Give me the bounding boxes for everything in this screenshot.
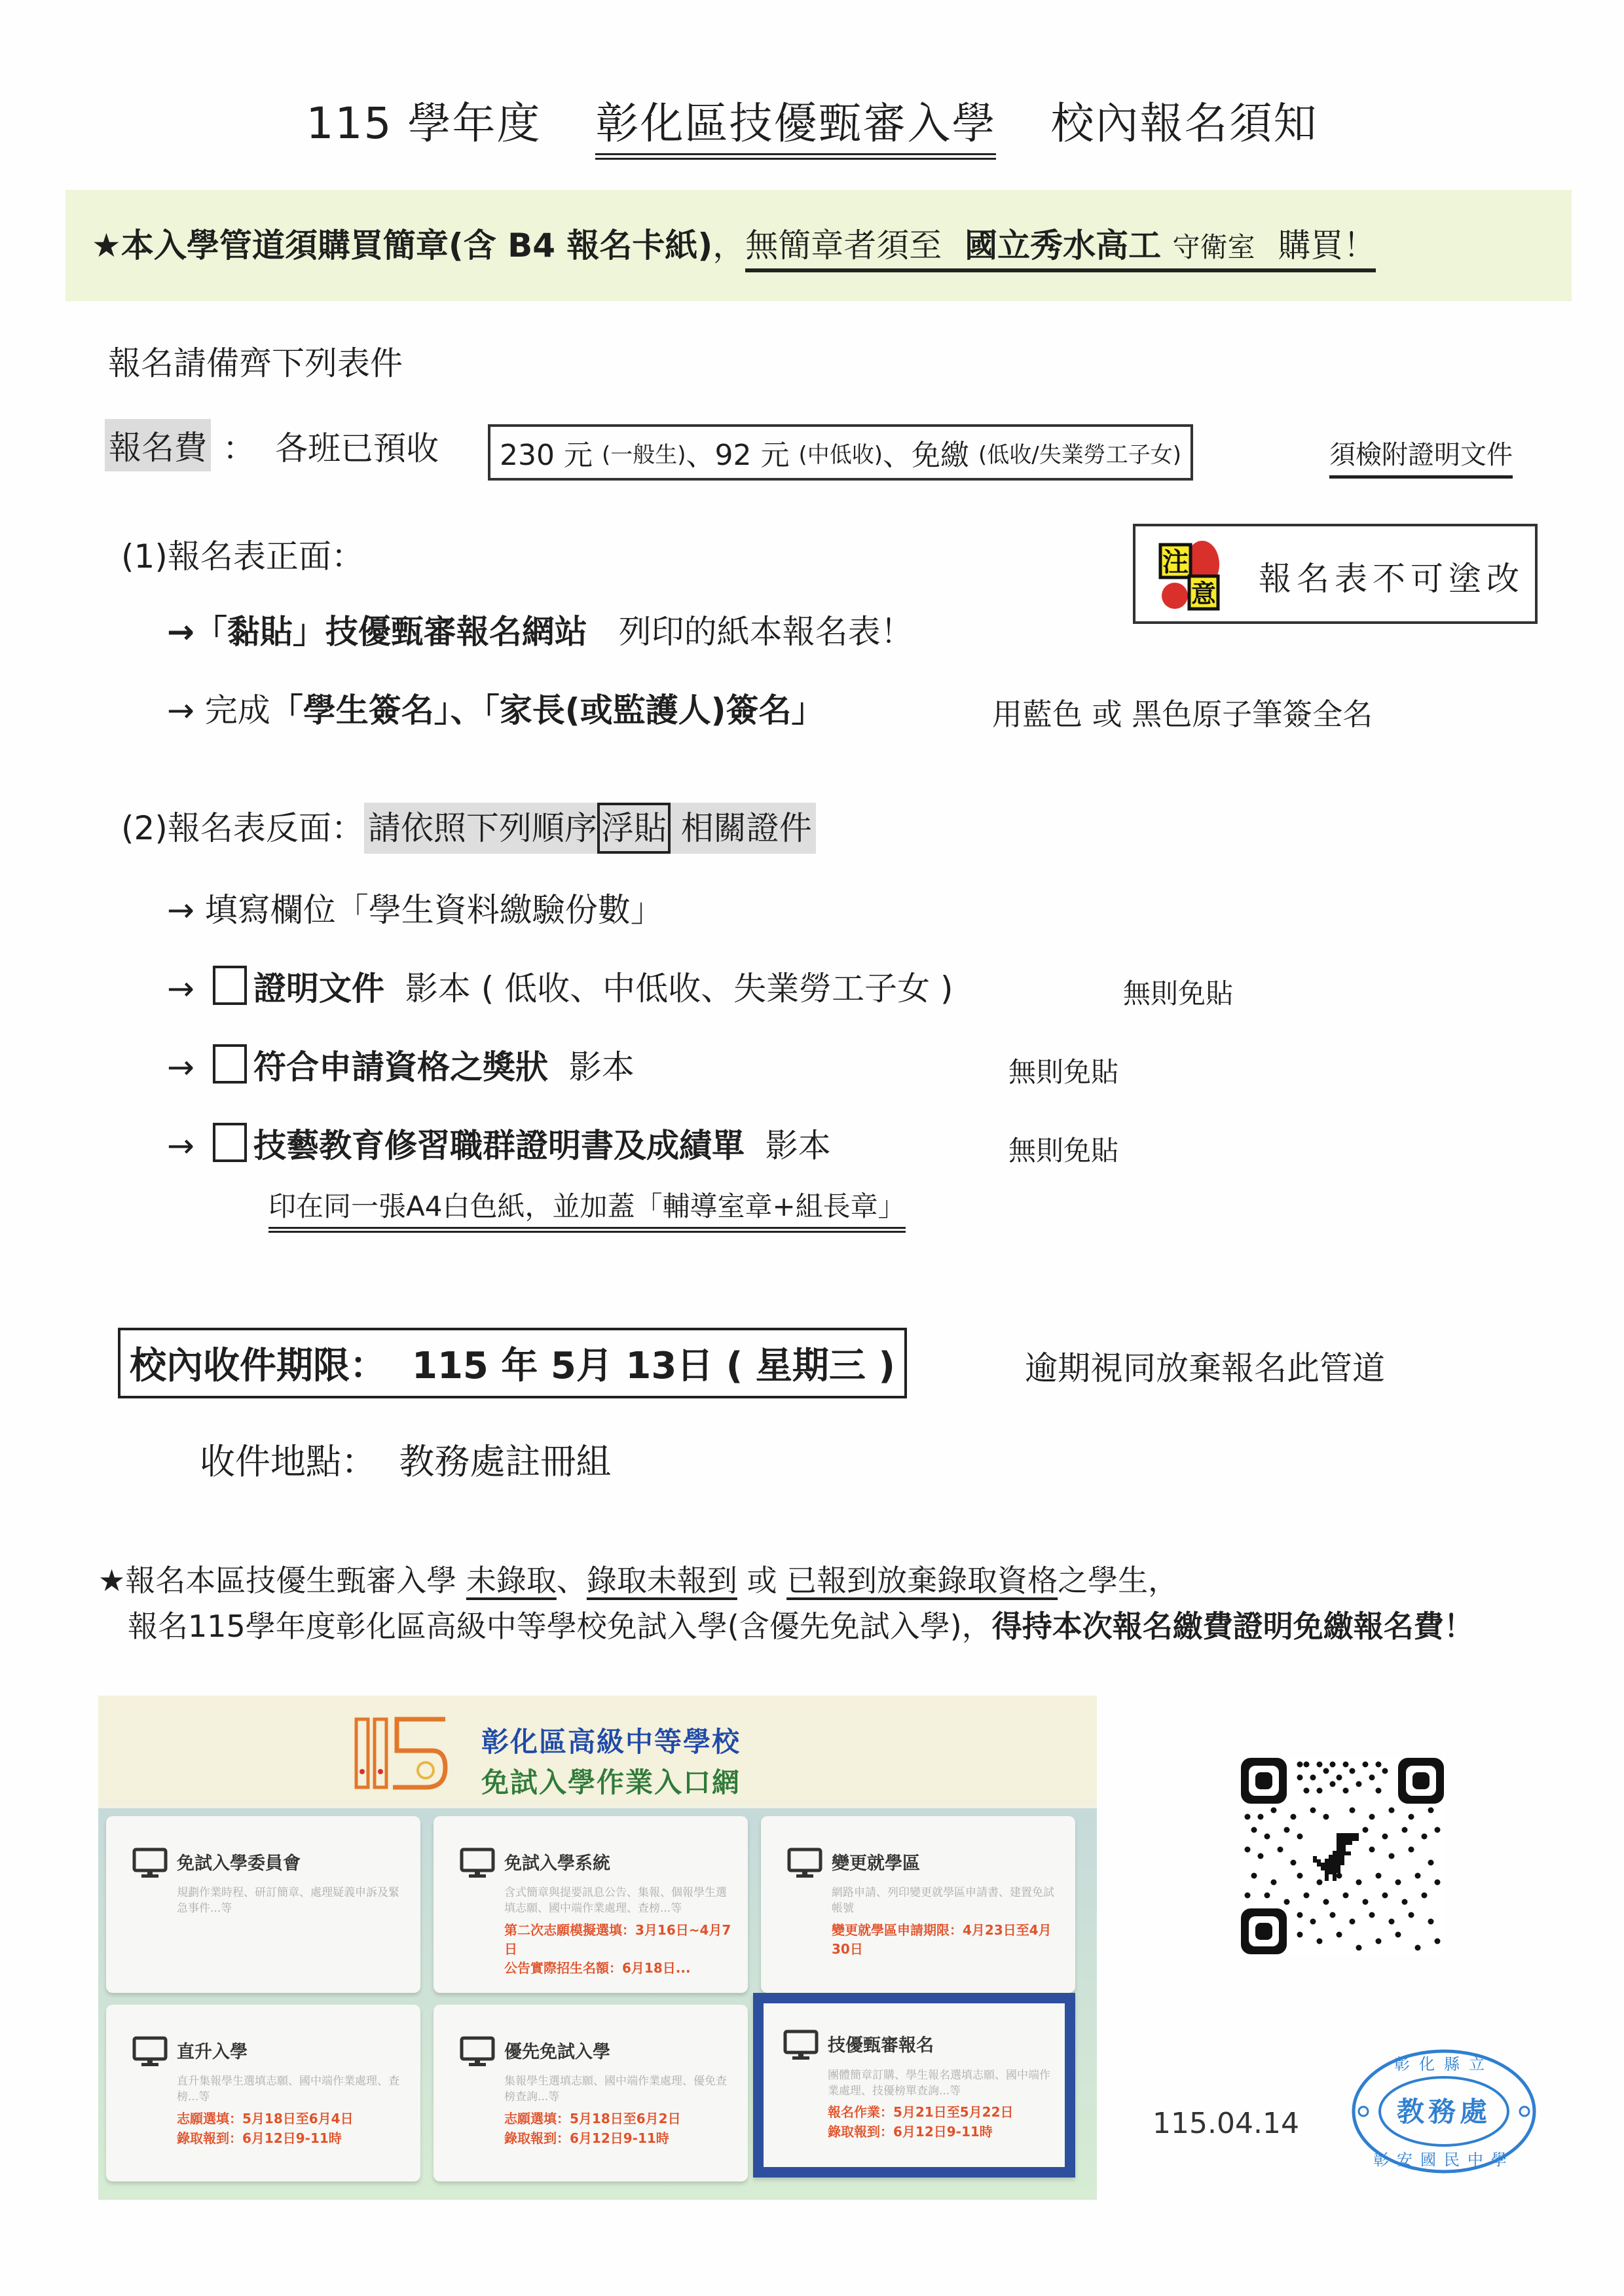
deadline-box: [118, 1328, 907, 1398]
section2-highlight: [364, 803, 816, 854]
card-date: 報名作業：5月21日至5月22日: [828, 2104, 1014, 2120]
location-label: 收件地點：: [200, 1441, 377, 1482]
banner-part1: ★本入學管道須購買簡章(含 B4 報名卡紙): [92, 227, 713, 264]
arrow-icon: →: [167, 1127, 194, 1165]
portal-card-direct-promotion[interactable]: [106, 2005, 420, 2181]
section1-item1-rest: 列印的紙本報名表！: [618, 613, 913, 651]
section1-item1-bold: →「黏貼」技優甄審報名網站: [167, 613, 587, 651]
banner-part3: 購買！: [1278, 227, 1376, 264]
monitor-icon: [132, 1848, 168, 1879]
notice-text: 報名表不可塗改: [1259, 560, 1524, 598]
monitor-icon: [783, 2030, 819, 2061]
fee-general: 230 元: [500, 439, 593, 472]
fee-amount-box: [488, 424, 1193, 481]
star-line2-pre: 報名115學年度彰化區高級中等學校免試入學(含優先免試入學)，: [128, 1609, 992, 1644]
card-title: 變更就學區: [832, 1853, 920, 1874]
checklist-item-rest: 影本 ( 低收、中低收、失業勞工子女 ): [405, 970, 953, 1008]
checklist-item-bold: 技藝教育修習職群證明書及成績單: [253, 1127, 745, 1165]
card-date: 公告實際招生名額：6月18日...: [504, 1960, 691, 1976]
fee-mid-low-note: (中低收): [798, 441, 883, 468]
checkbox[interactable]: [213, 966, 247, 1005]
fee-sep: 、: [883, 439, 912, 472]
deadline-note: 逾期視同放棄報名此管道: [1025, 1349, 1385, 1387]
attention-icon: [1155, 539, 1227, 611]
portal-card-system[interactable]: [434, 1816, 748, 1993]
card-date: 錄取報到：6月12日9-11時: [828, 2124, 993, 2140]
star-u3: 已報到放棄錄取資格: [786, 1563, 1058, 1598]
checklist-note: 無則免貼: [1008, 1135, 1119, 1167]
svg-text:意: 意: [1190, 579, 1217, 608]
checklist-item-rest: 影本: [568, 1048, 635, 1086]
star-u1: 未錄取: [466, 1563, 557, 1598]
monitor-icon: [132, 2036, 168, 2068]
signature-pen-note: 用藍色 或 黑色原子筆簽全名: [992, 697, 1373, 732]
portal-title-line2: 免試入學作業入口網: [481, 1766, 741, 1798]
card-title: 免試入學系統: [504, 1853, 610, 1874]
notice-box: [1133, 524, 1538, 624]
fee-general-note: (一般生): [601, 441, 686, 468]
checkbox[interactable]: [213, 1123, 247, 1162]
fee-sep: 、: [686, 439, 715, 472]
portal-card-grid: [98, 1808, 1097, 2200]
section1-item2-prefix: → 完成: [167, 691, 270, 729]
card-desc: 直升集報學生選填志願、國中端作業處理、查榜...等: [177, 2075, 399, 2104]
page-title: [0, 88, 1624, 160]
card-desc: 含式簡章與提要訊息公告、集報、個報學生選填志願、國中端作業處理、查榜...等: [504, 1886, 727, 1915]
fee-waiver-note-line1: [98, 1557, 1178, 1600]
section2-highlight-post: 相關證件: [680, 809, 812, 847]
document-date: 115.04.14: [1153, 2107, 1299, 2140]
prep-heading: 報名請備齊下列表件: [108, 344, 403, 382]
banner-part2: 無簡章者須至: [745, 227, 942, 264]
card-desc: 集報學生選填志願、國中端作業處理、優免查榜查詢...等: [504, 2075, 727, 2104]
svg-text:彰安國民中學: 彰安國民中學: [1373, 2151, 1515, 2169]
checklist-item-rest: 影本: [765, 1127, 831, 1165]
checklist-note: 無則免貼: [1123, 977, 1234, 1010]
svg-text:彰化縣立: 彰化縣立: [1394, 2055, 1494, 2073]
card-desc: 網路申請、列印變更就學區申請書、建置免試帳號: [832, 1886, 1054, 1915]
admission-portal-screenshot: [98, 1696, 1097, 2200]
monitor-icon: [787, 1848, 822, 1879]
card-date: 錄取報到：6月12日9-11時: [177, 2130, 342, 2146]
star-or: 或: [747, 1563, 777, 1598]
card-title: 優先免試入學: [504, 2042, 610, 2062]
monitor-icon: [460, 1848, 495, 1879]
card-desc: 團體簡章訂購、學生報名選填志願、國中端作業處理、技優榜單查詢...等: [828, 2069, 1050, 2098]
card-title: 技優甄審報名: [828, 2035, 934, 2056]
section2-highlight-pre: 請依照下列順序: [367, 809, 597, 847]
fee-label-text: 報名費: [109, 429, 207, 467]
fee-waiver-note-line2: [128, 1603, 1474, 1646]
portal-card-skills-screening[interactable]: [753, 1993, 1075, 2178]
school-stamp-icon: [1349, 2046, 1539, 2177]
card-date: 志願選填：5月18日至6月4日: [177, 2111, 354, 2126]
submission-location: [200, 1434, 611, 1484]
purchase-banner-text: [92, 219, 1376, 266]
banner-school: 國立秀水高工: [965, 227, 1162, 264]
card-title: 直升入學: [177, 2042, 248, 2062]
banner-comma: ，: [712, 227, 746, 264]
portal-115-logo-icon: [354, 1715, 452, 1791]
arrow-icon: →: [167, 970, 194, 1008]
checklist-item: [167, 1120, 831, 1167]
location-value: 教務處註冊組: [399, 1441, 612, 1482]
star-u2: 錄取未報到: [586, 1563, 737, 1598]
fee-collected: 各班已預收: [275, 429, 439, 467]
section1-item2-bold: 「學生簽名」、「家長(或監護人)簽名」: [270, 691, 824, 729]
portal-header: [98, 1696, 1097, 1800]
star-pre: ★報名本區技優生甄審入學: [98, 1563, 457, 1598]
portal-card-change-district[interactable]: [761, 1816, 1075, 1993]
fee-label: [105, 419, 211, 471]
fee-colon: ：: [223, 429, 255, 467]
title-suffix: 校內報名須知: [1050, 98, 1318, 149]
title-year: 115 學年度: [306, 98, 542, 149]
banner-underlined: [745, 227, 1376, 272]
arrow-icon: →: [167, 1048, 194, 1086]
section2-fill-item: → 填寫欄位「學生資料繳驗份數」: [167, 891, 663, 929]
section2-heading-text: (2)報名表反面：: [121, 809, 364, 847]
section1-item1: [167, 606, 913, 653]
card-date: 變更就學區申請期限：4月23日至4月30日: [832, 1922, 1052, 1957]
card-desc: 規劃作業時程、研訂簡章、處理疑義申訴及緊急事件...等: [177, 1886, 399, 1915]
star-line2-bold: 得持本次報名繳費證明免繳報名費！: [991, 1609, 1474, 1644]
fee-exempt: 免繳: [912, 439, 970, 472]
section2-footnote: 印在同一張A4白色紙，並加蓋「輔導室章+組長章」: [268, 1185, 906, 1233]
checklist-item: [167, 1041, 635, 1088]
star-post: 之學生，: [1058, 1563, 1179, 1598]
fee-mid-low: 92 元: [714, 439, 790, 472]
banner-place: 守衛室: [1172, 231, 1255, 263]
card-date: 第二次志願模擬選填：3月16日~4月7日: [504, 1922, 731, 1957]
monitor-icon: [460, 2036, 495, 2068]
card-date: 志願選填：5月18日至6月2日: [504, 2111, 681, 2126]
qr-code-icon[interactable]: [1241, 1758, 1444, 1954]
portal-card-committee[interactable]: [106, 1816, 420, 1993]
title-program: 彰化區技優甄審入學: [595, 88, 996, 160]
checklist-item-bold: 符合申請資格之獎狀: [253, 1048, 548, 1086]
section2-highlight-boxed: 浮貼: [597, 803, 671, 854]
card-date: 錄取報到：6月12日9-11時: [504, 2130, 669, 2146]
section1-item2: [167, 684, 824, 731]
deadline-date: 115 年 5月 13日 ( 星期三 ): [412, 1345, 895, 1387]
portal-title-line1: 彰化區高級中等學校: [481, 1726, 741, 1758]
fee-proof-note: 須檢附證明文件: [1329, 434, 1513, 479]
checklist-note: 無則免貼: [1008, 1056, 1119, 1088]
checklist-item: [167, 962, 953, 1010]
section1-heading: (1)報名表正面：: [121, 538, 364, 575]
card-title: 免試入學委員會: [177, 1853, 301, 1874]
portal-card-priority-admission[interactable]: [434, 2005, 748, 2181]
svg-text:注: 注: [1162, 547, 1189, 577]
deadline-label: 校內收件期限：: [130, 1345, 386, 1387]
star-sep: 、: [556, 1563, 587, 1598]
section2-heading: [121, 802, 816, 849]
checkbox[interactable]: [213, 1044, 247, 1084]
fee-exempt-note: (低收/失業勞工子女): [978, 441, 1181, 468]
svg-text:教務處: 教務處: [1396, 2096, 1492, 2128]
checklist-item-bold: 證明文件: [253, 970, 384, 1008]
